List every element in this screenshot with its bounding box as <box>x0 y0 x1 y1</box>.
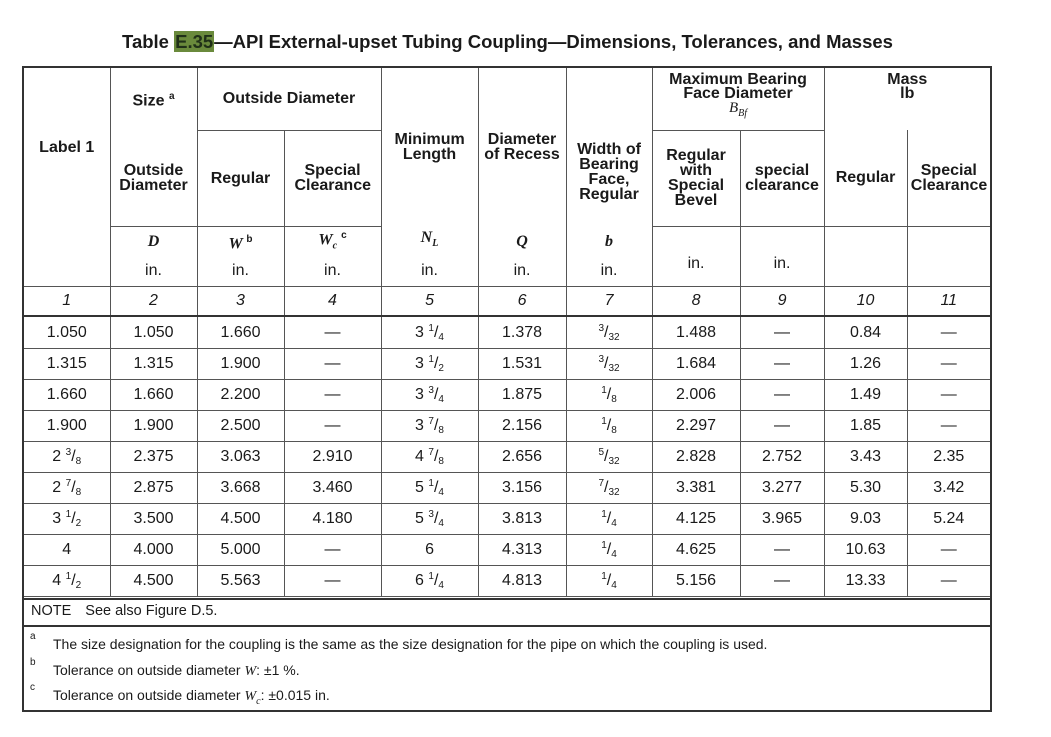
cell-label: 1.900 <box>24 410 110 441</box>
cell-wc: — <box>284 534 381 565</box>
note-label: NOTE <box>31 603 72 619</box>
data-rows <box>24 316 990 596</box>
cell-w: 2.500 <box>197 410 284 441</box>
cell-od: 1.900 <box>110 410 197 441</box>
cell-mass-special: — <box>907 379 990 410</box>
cell-bf: 1.488 <box>652 316 740 348</box>
col-num: 1 <box>24 286 110 316</box>
table-title <box>0 31 1015 53</box>
cell-bfs: 3.277 <box>740 472 824 503</box>
cell-b: $^1/_8$ <box>566 410 652 441</box>
cell-q: 1.378 <box>478 316 566 348</box>
cell-nl: 3 $^7/_8$ <box>381 410 478 441</box>
cell-b: $^3/_{32}$ <box>566 348 652 379</box>
cell-od: 4.000 <box>110 534 197 565</box>
column-number-row <box>24 286 990 316</box>
header-diameter-recess: Diameter of Recess <box>478 68 566 226</box>
bf-symbol: $B_{Bf}$ <box>728 100 748 119</box>
cell-q: 3.156 <box>478 472 566 503</box>
cell-wc: 4.180 <box>284 503 381 534</box>
col-num: 11 <box>907 286 990 316</box>
cell-bf: 3.381 <box>652 472 740 503</box>
cell-bf: 2.006 <box>652 379 740 410</box>
cell-mass-special: 2.35 <box>907 441 990 472</box>
cell-label: 3 $^1/_2$ <box>24 503 110 534</box>
cell-wc: — <box>284 379 381 410</box>
cell-label: 1.315 <box>24 348 110 379</box>
title-highlight: E.35 <box>175 31 214 52</box>
header-outside-diameter: Outside Diameter <box>197 68 381 130</box>
cell-q: 4.813 <box>478 565 566 596</box>
cell-w: 4.500 <box>197 503 284 534</box>
cell-label: 1.660 <box>24 379 110 410</box>
title-prefix: Table <box>122 31 175 52</box>
cell-nl: 3 $^1/_2$ <box>381 348 478 379</box>
cell-wc: — <box>284 316 381 348</box>
header-row-1 <box>24 68 990 130</box>
cell-mass-special: — <box>907 316 990 348</box>
cell-w: 5.563 <box>197 565 284 596</box>
cell-mass: 0.84 <box>824 316 907 348</box>
coupling-table <box>24 68 990 597</box>
cell-od: 1.315 <box>110 348 197 379</box>
cell-mass: 1.85 <box>824 410 907 441</box>
header-max-bearing: Maximum Bearing Face Diameter $B_{Bf}$ <box>652 68 824 130</box>
cell-b: $^1/_4$ <box>566 565 652 596</box>
header-regular: Regular <box>197 130 284 226</box>
cell-od: 1.050 <box>110 316 197 348</box>
symbol-row <box>24 226 990 256</box>
cell-w: 3.668 <box>197 472 284 503</box>
cell-bfs: — <box>740 379 824 410</box>
cell-mass: 5.30 <box>824 472 907 503</box>
header-mass: Mass lb <box>824 68 990 130</box>
table-row <box>24 379 990 410</box>
header-mass-special: Special Clearance <box>907 130 990 226</box>
cell-nl: 5 $^3/_4$ <box>381 503 478 534</box>
cell-nl: 5 $^1/_4$ <box>381 472 478 503</box>
cell-wc: 3.460 <box>284 472 381 503</box>
cell-od: 2.875 <box>110 472 197 503</box>
cell-mass: 1.49 <box>824 379 907 410</box>
cell-od: 1.660 <box>110 379 197 410</box>
cell-od: 4.500 <box>110 565 197 596</box>
unit-w: in. <box>197 256 284 286</box>
cell-w: 5.000 <box>197 534 284 565</box>
cell-bf: 1.684 <box>652 348 740 379</box>
cell-mass: 10.63 <box>824 534 907 565</box>
header-label: Label 1 <box>24 68 110 226</box>
cell-nl: 4 $^7/_8$ <box>381 441 478 472</box>
col-num: 3 <box>197 286 284 316</box>
cell-bfs: — <box>740 316 824 348</box>
symbol-wc: $W_c$ $^c$ <box>284 226 381 256</box>
table-row <box>24 534 990 565</box>
cell-w: 1.900 <box>197 348 284 379</box>
header-special-clearance-lc: special clearance <box>740 130 824 226</box>
cell-od: 2.375 <box>110 441 197 472</box>
cell-w: 2.200 <box>197 379 284 410</box>
note <box>24 598 990 627</box>
cell-q: 4.313 <box>478 534 566 565</box>
col-num: 8 <box>652 286 740 316</box>
cell-bfs: — <box>740 534 824 565</box>
cell-bf: 2.297 <box>652 410 740 441</box>
cell-q: 3.813 <box>478 503 566 534</box>
cell-bfs: 2.752 <box>740 441 824 472</box>
cell-mass-special: 5.24 <box>907 503 990 534</box>
symbol-d: D <box>110 226 197 256</box>
col-num: 7 <box>566 286 652 316</box>
unit-d: in. <box>110 256 197 286</box>
cell-wc: — <box>284 410 381 441</box>
cell-nl: 6 <box>381 534 478 565</box>
header-od-sub: Outside Diameter <box>110 130 197 226</box>
cell-b: $^1/_4$ <box>566 503 652 534</box>
cell-nl: 3 $^3/_4$ <box>381 379 478 410</box>
cell-bfs: 3.965 <box>740 503 824 534</box>
cell-nl: 6 $^1/_4$ <box>381 565 478 596</box>
header-minimum-length: Minimum Length <box>381 68 478 226</box>
cell-mass-special: — <box>907 410 990 441</box>
cell-b: $^7/_{32}$ <box>566 472 652 503</box>
table-row <box>24 316 990 348</box>
unit-bfs: in. <box>740 256 824 286</box>
unit-row <box>24 256 990 286</box>
cell-b: $^1/_4$ <box>566 534 652 565</box>
table-row <box>24 441 990 472</box>
cell-mass-special: 3.42 <box>907 472 990 503</box>
cell-label: 4 <box>24 534 110 565</box>
cell-mass: 13.33 <box>824 565 907 596</box>
unit-q: in. <box>478 256 566 286</box>
cell-q: 2.656 <box>478 441 566 472</box>
col-num: 10 <box>824 286 907 316</box>
unit-bf: in. <box>652 256 740 286</box>
header-regular-bevel: Regular with Special Bevel <box>652 130 740 226</box>
cell-q: 1.875 <box>478 379 566 410</box>
cell-mass-special: — <box>907 565 990 596</box>
cell-bf: 2.828 <box>652 441 740 472</box>
note-text: See also Figure D.5. <box>85 603 218 619</box>
cell-q: 1.531 <box>478 348 566 379</box>
cell-bfs: — <box>740 348 824 379</box>
header-mass-regular: Regular <box>824 130 907 226</box>
table-row <box>24 503 990 534</box>
cell-od: 3.500 <box>110 503 197 534</box>
header-size: Size $^a$ <box>110 68 197 130</box>
cell-label: 1.050 <box>24 316 110 348</box>
symbol-w: W $^b$ <box>197 226 284 256</box>
table-row <box>24 348 990 379</box>
table-frame: Label 1 Size $^a$ Outside Diameter Minimum Length Diameter of Recess Width of Bearing Face, Regular Maximum Bearing Face Diameter $B_{Bf}$ Mass lb Outside Diameter Regular Special Clearance Regular with Special Bevel special clearance Regular Special Clearance D W $^b$ $W_c$ $^c$ $N_L$ Q b in. in. in. in. in. in. in. in. 1 2 3 4 5 6 7 8 9 10 11 1.050 1.050 1.660 — 3 $^1/_4$ 1.378 $^3/_{32}$ 1.488 — 0.84 — 1.315 1.315 1.900 — 3 $^1/_2$ 1.531 $^3/_{32}$ 1.684 — 1.26 — 1.660 1.660 2.200 — 3 $^3/_4$ 1.875 $^1/_8$ 2.006 — 1.49 — 1.900 1.900 2.500 — 3 $^7/_8$ 2.156 $^1/_8$ 2.297 — 1.85 — 2 $^3/_8$ 2.375 3.063 2.910 4 $^7/_8$ 2.656 $^5/_{32}$ 2.828 2.752 3.43 2.35 2 $^7/_8$ 2.875 3.668 3.460 5 $^1/_4$ 3.156 $^7/_{32}$ 3.381 3.277 5.30 3.42 3 $^1/_2$ 3.500 4.500 4.180 5 $^3/_4$ 3.813 $^1/_4$ 4.125 3.965 9.03 5.24 4 4.000 5.000 — 6 4.313 $^1/_4$ 4.625 — 10.63 — 4 $^1/_2$ 4.500 5.563 — 6 $^1/_4$ 4.813 $^1/_4$ 5.156 — 13.33 — NOTE See also Figure D.5. a The size designation for the coupling is the same as the size designation for the pipe on which the coupling is used. b Tolerance on outside diameter W: ±1 %. c Tolerance on outside diameter $W_c$: ±0.015 in. <box>22 66 992 712</box>
cell-nl: 3 $^1/_4$ <box>381 316 478 348</box>
table-row <box>24 565 990 596</box>
col-num: 2 <box>110 286 197 316</box>
cell-mass-special: — <box>907 348 990 379</box>
unit-b: in. <box>566 256 652 286</box>
cell-bf: 5.156 <box>652 565 740 596</box>
col-num: 4 <box>284 286 381 316</box>
cell-mass: 1.26 <box>824 348 907 379</box>
cell-bfs: — <box>740 565 824 596</box>
cell-w: 1.660 <box>197 316 284 348</box>
cell-b: $^5/_{32}$ <box>566 441 652 472</box>
cell-label: 2 $^3/_8$ <box>24 441 110 472</box>
cell-wc: — <box>284 348 381 379</box>
col-num: 6 <box>478 286 566 316</box>
cell-bf: 4.125 <box>652 503 740 534</box>
col-num: 5 <box>381 286 478 316</box>
symbol-nl: $N_L$ <box>381 226 478 256</box>
col-num: 9 <box>740 286 824 316</box>
cell-label: 2 $^7/_8$ <box>24 472 110 503</box>
table-row <box>24 410 990 441</box>
cell-wc: 2.910 <box>284 441 381 472</box>
cell-label: 4 $^1/_2$ <box>24 565 110 596</box>
cell-mass-special: — <box>907 534 990 565</box>
cell-bfs: — <box>740 410 824 441</box>
symbol-b: b <box>566 226 652 256</box>
table-row <box>24 472 990 503</box>
cell-w: 3.063 <box>197 441 284 472</box>
cell-q: 2.156 <box>478 410 566 441</box>
cell-mass: 3.43 <box>824 441 907 472</box>
unit-wc: in. <box>284 256 381 286</box>
cell-bf: 4.625 <box>652 534 740 565</box>
cell-wc: — <box>284 565 381 596</box>
symbol-q: Q <box>478 226 566 256</box>
cell-mass: 9.03 <box>824 503 907 534</box>
unit-nl: in. <box>381 256 478 286</box>
cell-b: $^3/_{32}$ <box>566 316 652 348</box>
header-special-clearance: Special Clearance <box>284 130 381 226</box>
header-width-bearing: Width of Bearing Face, Regular <box>566 68 652 226</box>
title-text: —API External-upset Tubing Coupling—Dimensions, Tolerances, and Masses <box>214 31 893 52</box>
cell-b: $^1/_8$ <box>566 379 652 410</box>
